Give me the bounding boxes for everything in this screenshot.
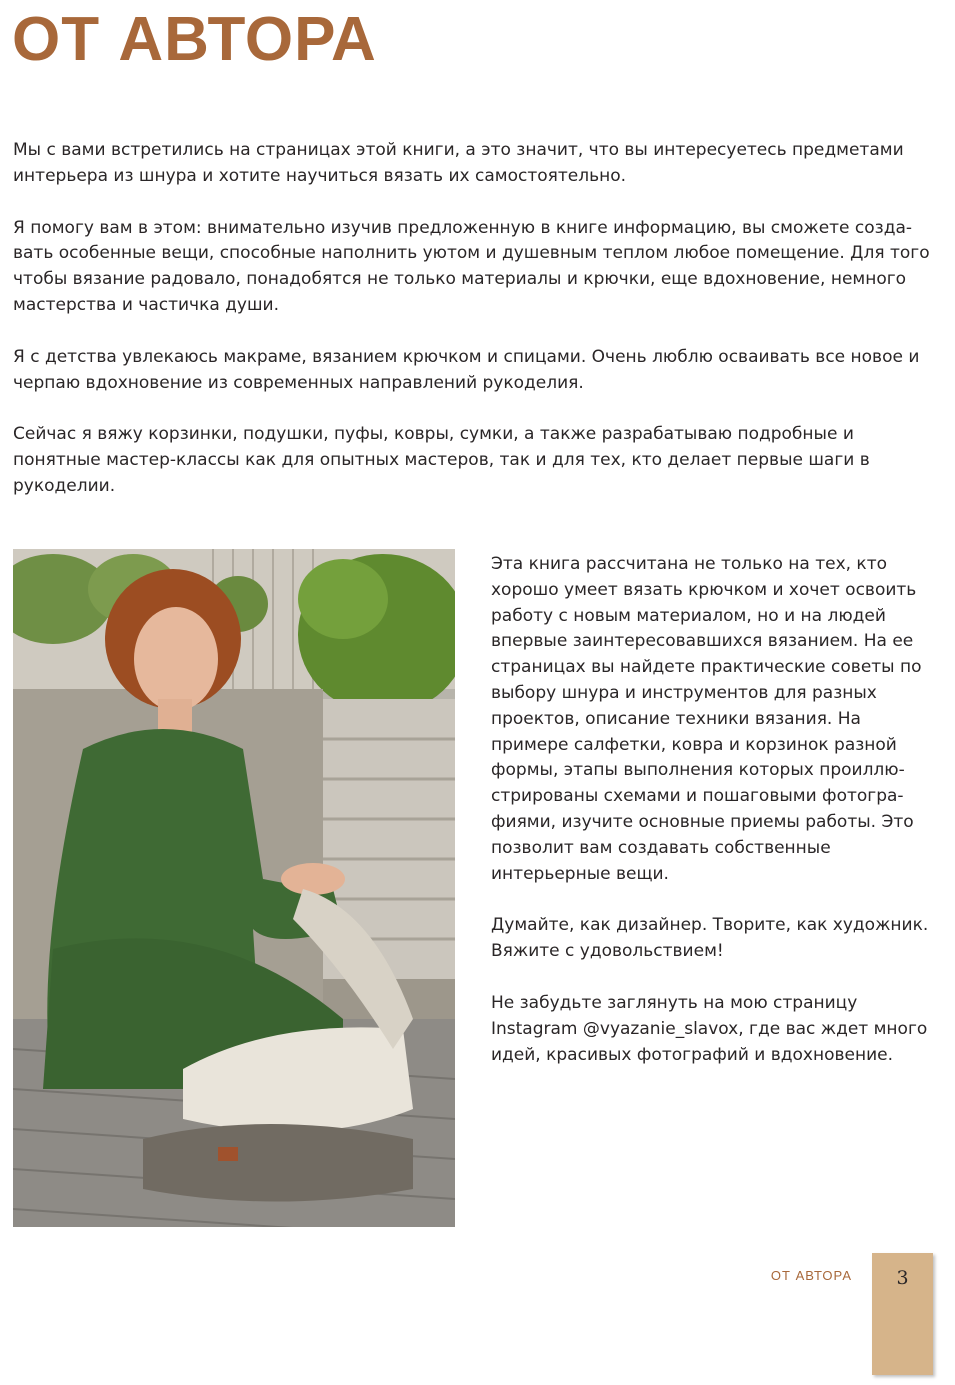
author-photo-illustration: [13, 549, 455, 1227]
side-paragraph-3: Не забудьте заглянуть на мою страницу Instagram @vyazanie_slavox, где вас ждет много идей, красивых фотографий и вдохновение.: [491, 992, 928, 1065]
page-number: 3: [896, 1267, 909, 1289]
intro-paragraph-2: Я помогу вам в этом: внимательно изучив предложенную в книге информацию, вы сможете созда-вать особенные вещи, способные наполнить уютом и душевным теплом любое помещение. Для того чтобы вязание радовало, понадобятся не только материалы и крючки, еще вдохновение, немного мастерства и частичка души.: [13, 217, 930, 315]
side-paragraph-1: Эта книга рассчитана не только на тех, кто хорошо умеет вязать крючком и хочет освоить работу с новым материалом, но и на людей впервые заинтересовавшихся вязанием. На ее страницах вы найдете практические советы по выбору шнура и инструментов для разных проектов, описание техники вязания. На примере салфетки, ковра и корзинок разной формы, этапы выполнения которых проиллю-стрированы схемами и пошаговыми фотогра-фиями, изучите основные приемы работы. Это позволит вам создавать собственные интерьерные вещи.: [491, 554, 922, 884]
side-text: [491, 552, 941, 1094]
side-paragraph-2: Думайте, как дизайнер. Творите, как художник. Вяжите с удовольствием!: [491, 915, 929, 962]
page-number-tab: [872, 1253, 933, 1375]
intro-text: [13, 138, 943, 526]
page-title: ОТ АВТОРА: [12, 5, 377, 74]
intro-paragraph-1: Мы с вами встретились на страницах этой книги, а это значит, что вы интересуетесь предметами интерьера из шнура и хотите научиться вязать их самостоятельно.: [13, 140, 904, 186]
intro-paragraph-4: Сейчас я вяжу корзинки, подушки, пуфы, ковры, сумки, а также разрабатываю подробные и понятные мастер-классы как для опытных мастеров, так и для тех, кто делает первые шаги в рукоделии.: [13, 424, 870, 496]
footer-section-label: ОТ АВТОРА: [770, 1268, 852, 1283]
intro-paragraph-3: Я с детства увлекаюсь макраме, вязанием крючком и спицами. Очень люблю осваивать все новое и черпаю вдохновение из современных направлений рукоделия.: [13, 346, 920, 393]
author-photo: [13, 549, 455, 1227]
